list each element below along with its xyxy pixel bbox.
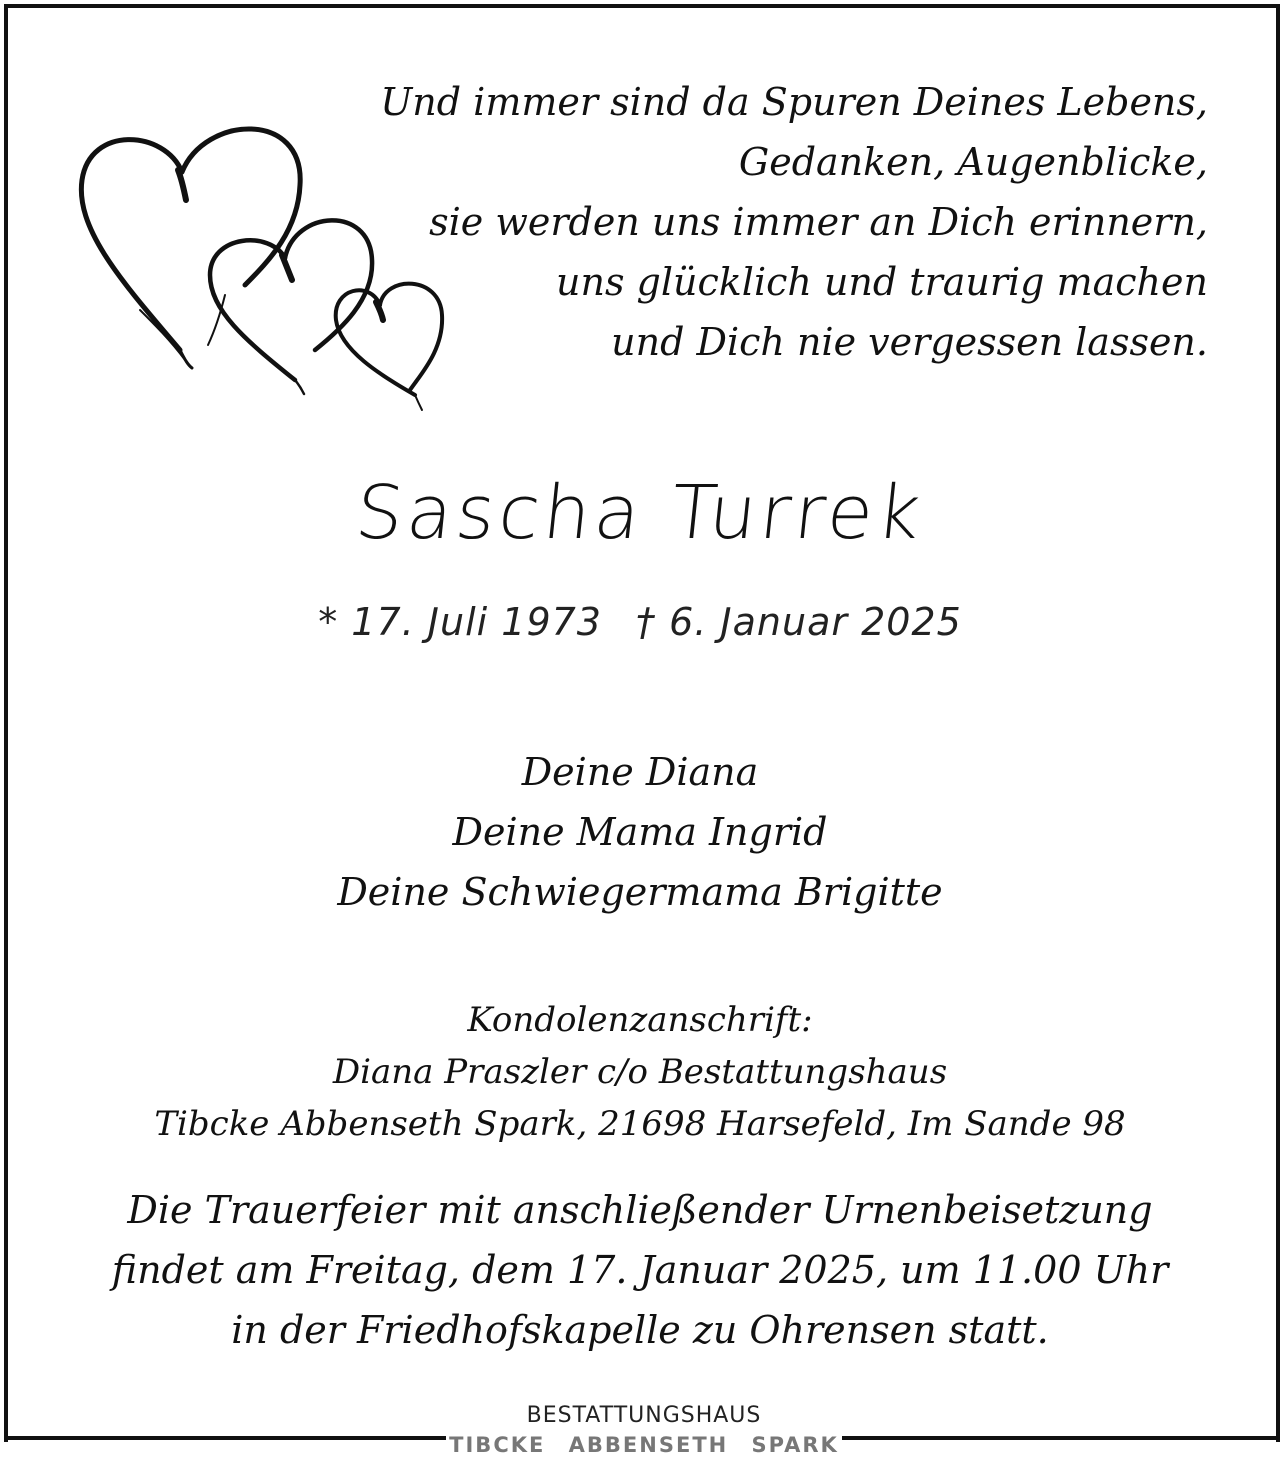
memorial-poem [328,72,1208,372]
condolence-line: Diana Praszler c/o Bestattungshaus [332,1052,948,1092]
logo-top-text: BESTATTUNGSHAUS [526,1403,762,1428]
condolence-address [0,994,1280,1150]
ceremony-line: in der Friedhofskapelle zu Ohrensen statt. [231,1308,1049,1352]
bottom-border-left [4,1436,446,1440]
ceremony-line: Die Trauerfeier mit anschließender Urnenbeisetzung [127,1188,1153,1232]
deceased-name: Sascha Turrek [351,470,929,556]
poem-line: uns glücklich und traurig machen [556,260,1208,304]
birth-date: * 17. Juli 1973 [318,600,602,644]
ceremony-line: findet am Freitag, dem 17. Januar 2025, um 11.00 Uhr [111,1248,1169,1292]
funeral-home-logo [446,1402,842,1466]
family-member: Deine Diana [521,750,759,794]
family-signatures [0,742,1280,922]
poem-line: Gedanken, Augenblicke, [738,140,1208,184]
poem-line: und Dich nie vergessen lassen. [611,320,1208,364]
poem-line: sie werden uns immer an Dich erinnern, [429,200,1208,244]
family-member: Deine Mama Ingrid [452,810,828,854]
family-member: Deine Schwiegermama Brigitte [337,870,943,914]
condolence-heading: Kondolenzanschrift: [467,1000,813,1040]
logo-bottom-text: TIBCKE ABBENSETH SPARK [449,1433,839,1457]
bottom-border-right [842,1436,1276,1440]
death-date: † 6. Januar 2025 [636,600,962,644]
condolence-line: Tibcke Abbenseth Spark, 21698 Harsefeld, Im Sande 98 [154,1104,1126,1144]
poem-line: Und immer sind da Spuren Deines Lebens, [380,80,1208,124]
life-dates [0,600,1280,644]
ceremony-info [0,1180,1280,1360]
